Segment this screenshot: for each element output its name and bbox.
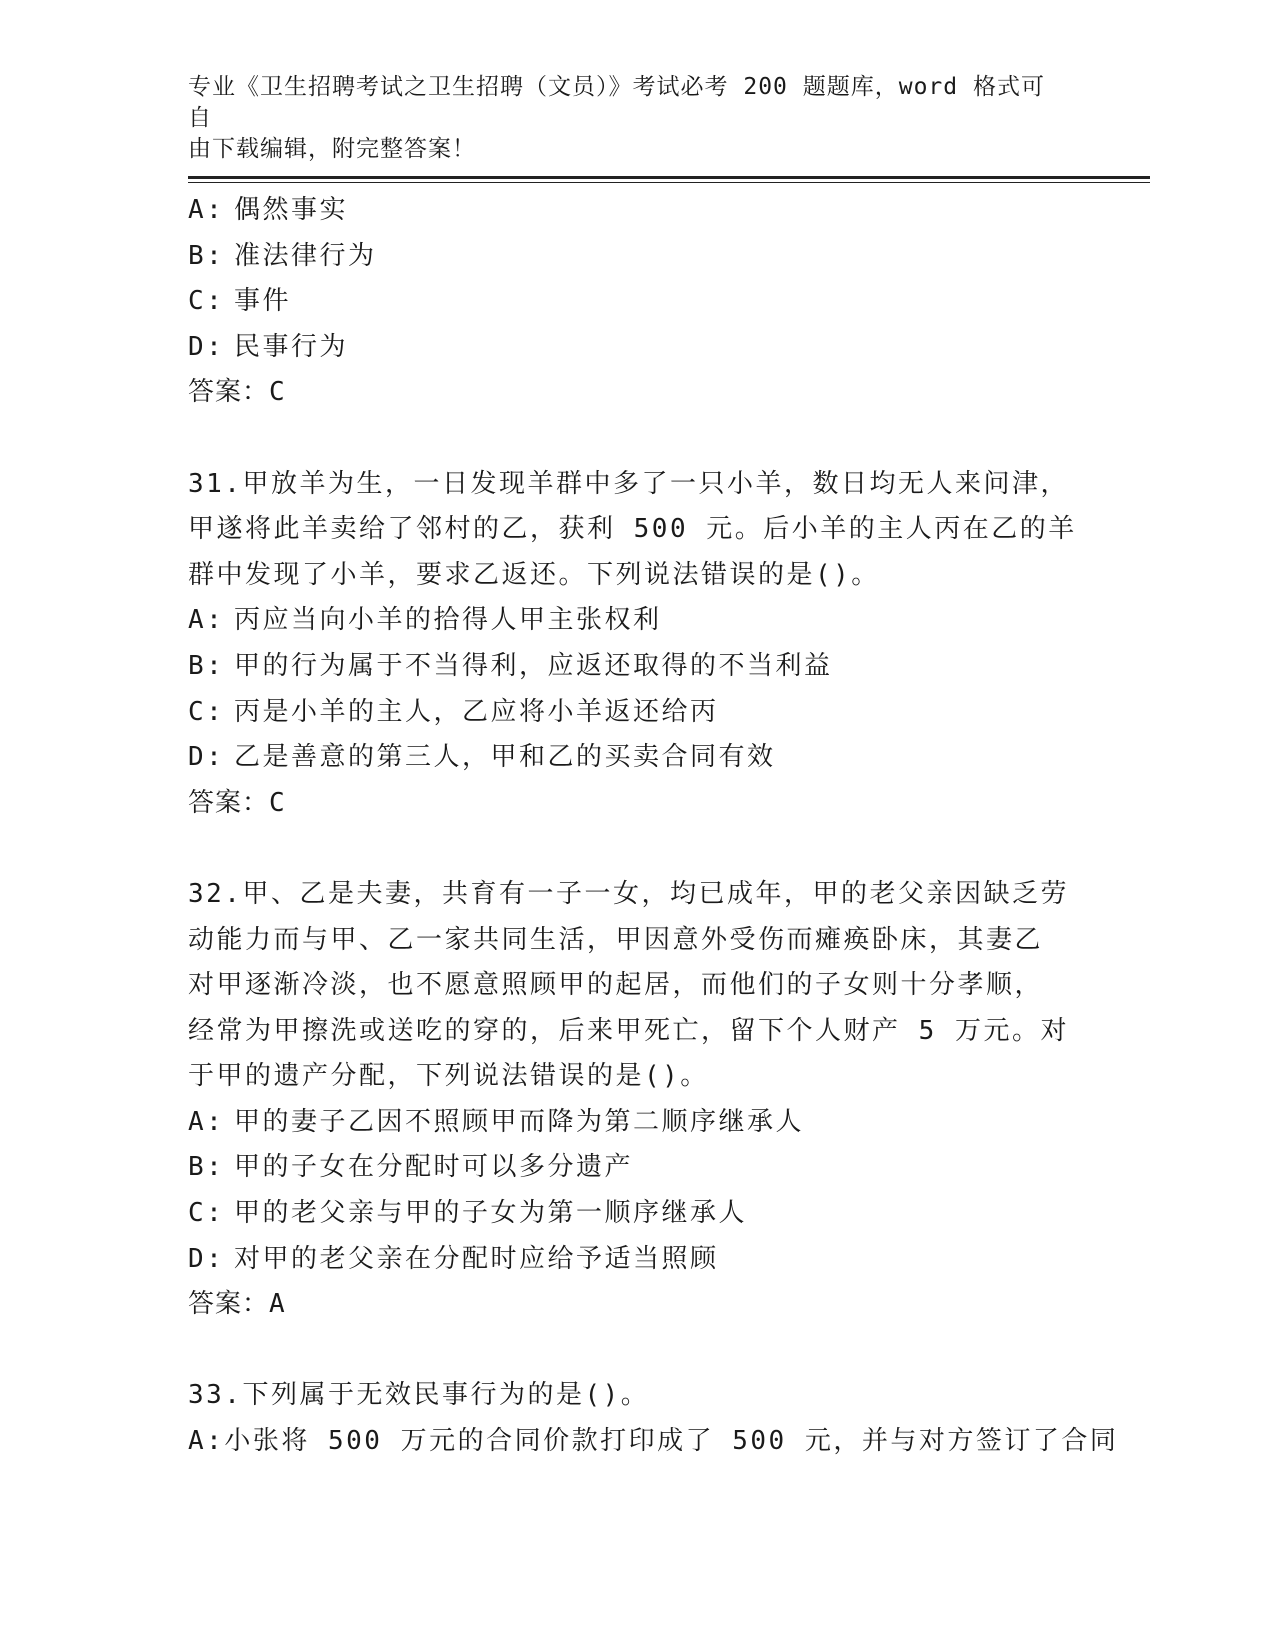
answer-value: A	[269, 1289, 286, 1320]
answer-line	[188, 370, 1088, 416]
header-line-1: 专业《卫生招聘考试之卫生招聘（文员）》考试必考 200 题题库，word 格式可自	[188, 74, 1045, 131]
header-divider-thick	[188, 176, 1150, 179]
option-letter: B:	[188, 1152, 225, 1183]
document-header	[188, 72, 1068, 165]
spacer	[188, 1328, 1088, 1374]
option-d	[188, 1237, 1088, 1283]
answer-label: 答案：	[188, 1289, 270, 1320]
option-text: 事件	[234, 286, 292, 317]
answer-line	[188, 1282, 1088, 1328]
option-a	[188, 1419, 1119, 1465]
option-letter: C:	[188, 1198, 225, 1229]
option-c	[188, 690, 1088, 736]
answer-value: C	[269, 787, 286, 818]
option-text: 偶然事实	[234, 195, 349, 225]
spacer	[188, 416, 1088, 462]
option-text: 准法律行为	[234, 240, 377, 271]
option-d	[188, 735, 1088, 781]
option-letter: D:	[188, 331, 225, 362]
option-text: 丙是小羊的主人，乙应将小羊返还给丙	[234, 696, 719, 727]
option-text: 甲的行为属于不当得利，应返还取得的不当利益	[234, 650, 833, 681]
option-text: 对甲的老父亲在分配时应给予适当照顾	[234, 1243, 719, 1274]
option-text: 甲的老父亲与甲的子女为第一顺序继承人	[234, 1198, 748, 1229]
option-text: 甲的妻子乙因不照顾甲而降为第二顺序继承人	[234, 1106, 805, 1137]
question-stem-line: 经常为甲擦洗或送吃的穿的，后来甲死亡，留下个人财产 5 万元。对	[188, 1015, 1069, 1046]
option-b	[188, 234, 1088, 280]
answer-value: C	[269, 377, 286, 408]
question-stem-line: 群中发现了小羊，要求乙返还。下列说法错误的是()。	[188, 559, 880, 590]
question-30-block	[188, 188, 1088, 416]
question-stem-line: 甲遂将此羊卖给了邻村的乙，获利 500 元。后小羊的主人丙在乙的羊	[188, 514, 1077, 545]
question-stem-line: 32.甲、乙是夫妻，共育有一子一女，均已成年，甲的老父亲因缺乏劳	[188, 878, 1069, 909]
header-divider-thin	[188, 182, 1150, 183]
question-stem-line: 对甲逐渐冷淡，也不愿意照顾甲的起居，而他们的子女则十分孝顺，	[188, 970, 1044, 1001]
option-letter: C:	[188, 286, 225, 317]
option-letter: C:	[188, 696, 225, 727]
option-text: 小张将 500 万元的合同价款打印成了 500 元，并与对方签订了合同	[224, 1426, 1119, 1457]
spacer	[188, 826, 1088, 872]
question-31-block	[188, 462, 1088, 827]
option-d	[188, 325, 1088, 371]
option-text: 丙应当向小羊的拾得人甲主张权利	[234, 605, 662, 636]
option-text: 乙是善意的第三人，甲和乙的买卖合同有效	[234, 742, 776, 773]
question-stem-line: 31.甲放羊为生，一日发现羊群中多了一只小羊，数日均无人来问津，	[188, 468, 1069, 499]
option-letter: A:	[188, 605, 225, 636]
option-text: 民事行为	[234, 331, 349, 362]
option-c	[188, 279, 1088, 325]
question-list	[188, 188, 1119, 1465]
question-32-block	[188, 872, 1088, 1328]
option-c	[188, 1191, 1088, 1237]
option-a	[188, 188, 1088, 234]
question-stem-line: 动能力而与甲、乙一家共同生活，甲因意外受伤而瘫痪卧床，其妻乙	[188, 924, 1044, 955]
answer-line	[188, 781, 1088, 827]
option-letter: D:	[188, 742, 225, 773]
option-b	[188, 644, 1088, 690]
option-letter: A:	[188, 1106, 225, 1137]
option-letter: A:	[188, 1426, 225, 1457]
question-33-block	[188, 1373, 1119, 1464]
question-stem-line: 33.下列属于无效民事行为的是()。	[188, 1380, 650, 1411]
header-line-2: 由下载编辑，附完整答案！	[188, 136, 476, 162]
question-stem-line: 于甲的遗产分配，下列说法错误的是()。	[188, 1061, 709, 1092]
option-letter: D:	[188, 1243, 225, 1274]
option-a	[188, 598, 1088, 644]
option-letter: B:	[188, 240, 225, 271]
option-text: 甲的子女在分配时可以多分遗产	[234, 1152, 634, 1183]
option-letter: B:	[188, 650, 225, 681]
option-letter: A:	[188, 195, 225, 225]
option-b	[188, 1145, 1088, 1191]
answer-label: 答案：	[188, 377, 270, 408]
option-a	[188, 1100, 1088, 1146]
answer-label: 答案：	[188, 787, 270, 818]
